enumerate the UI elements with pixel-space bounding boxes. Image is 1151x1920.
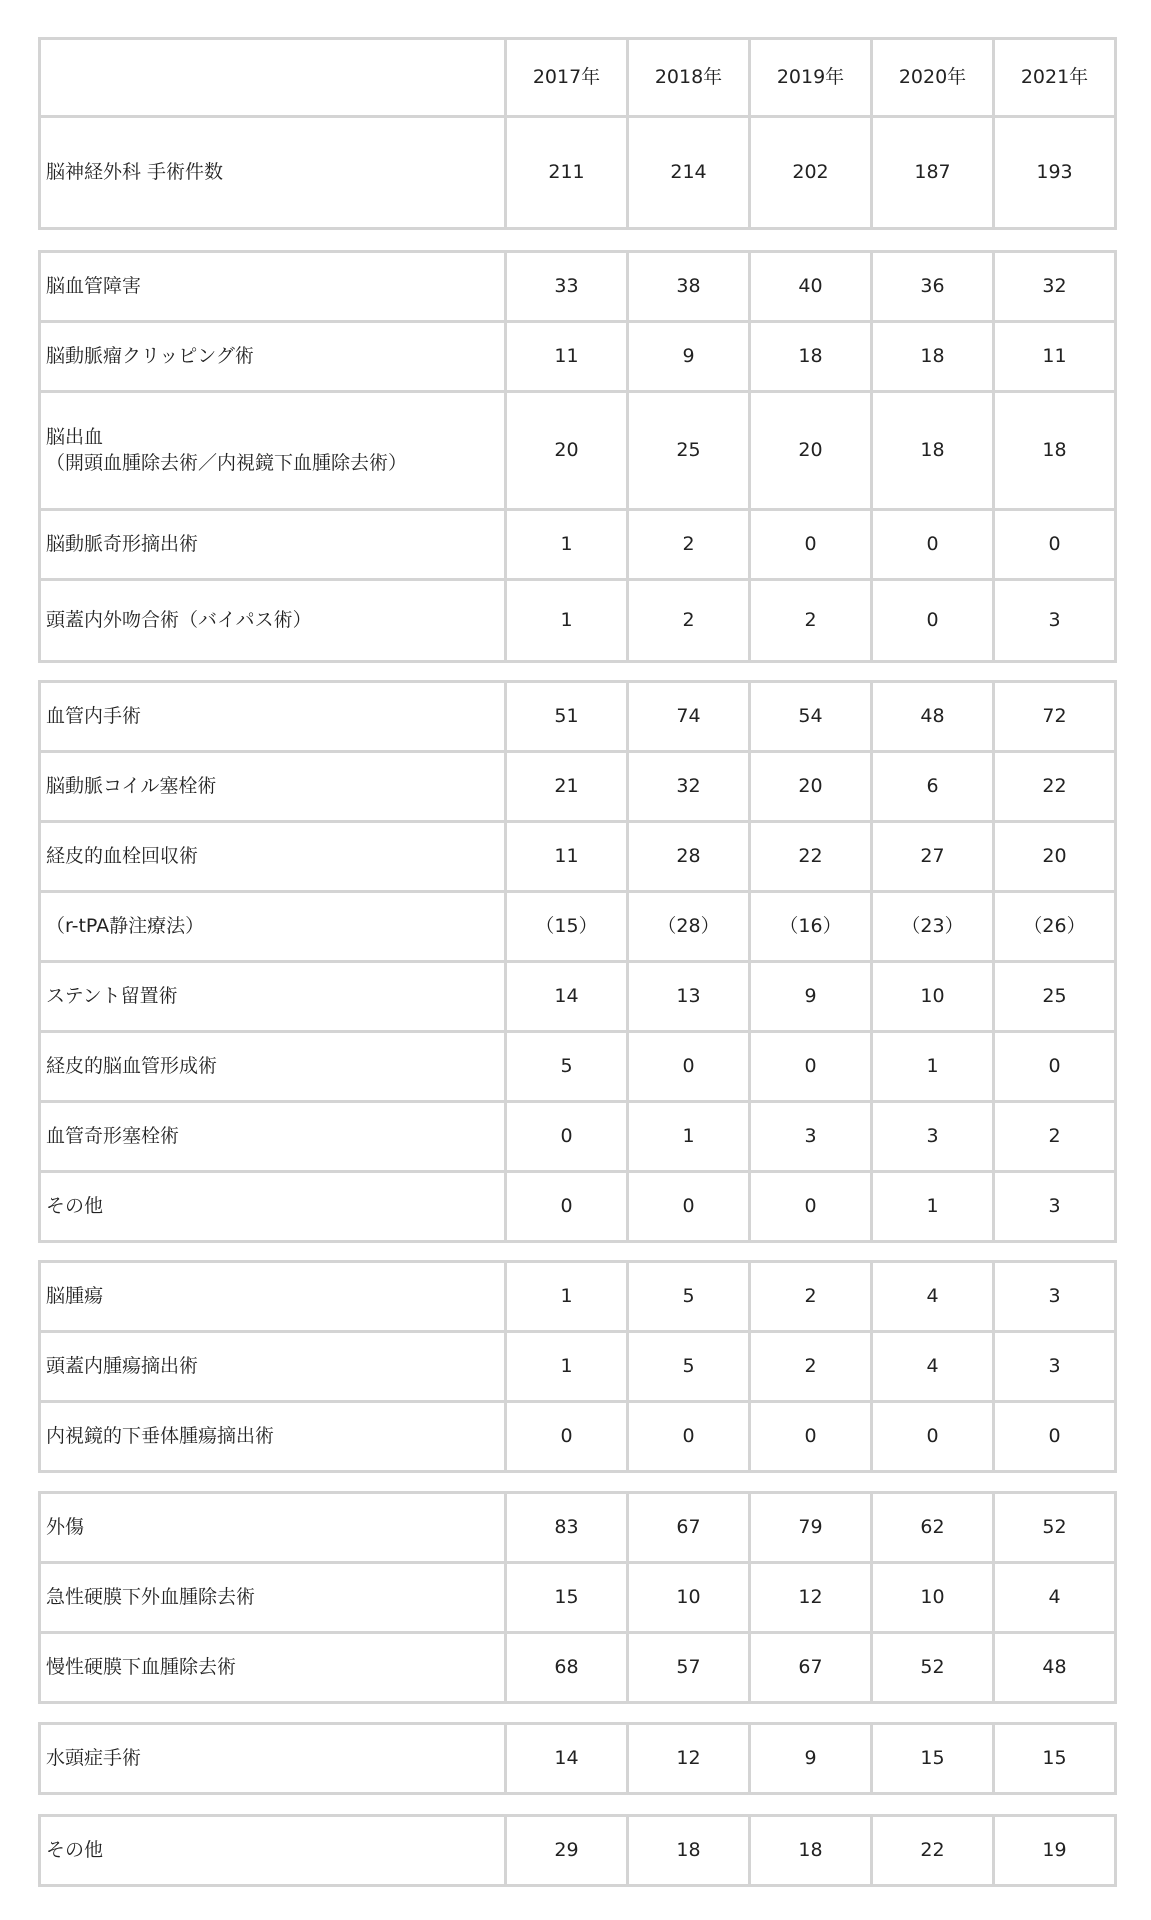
row-value: 1 [506, 510, 628, 580]
row-value: 2 [628, 580, 750, 662]
row-value: （23） [872, 892, 994, 962]
row-label: 内視鏡的下垂体腫瘍摘出術 [40, 1402, 506, 1472]
row-label: 経皮的血栓回収術 [40, 822, 506, 892]
row-value: 15 [872, 1724, 994, 1794]
row-value: 214 [628, 117, 750, 229]
row-value: 3 [994, 1332, 1116, 1402]
row-value: 36 [872, 252, 994, 322]
row-value: 18 [994, 392, 1116, 510]
row-label-multiline [40, 392, 506, 510]
row-value: （15） [506, 892, 628, 962]
table-row [40, 1493, 1116, 1563]
row-value: 9 [750, 962, 872, 1032]
row-value: 67 [628, 1493, 750, 1563]
row-value: 18 [750, 1816, 872, 1886]
row-value: 25 [628, 392, 750, 510]
row-value: 0 [628, 1172, 750, 1242]
summary-table [38, 37, 1117, 230]
row-value: 0 [506, 1172, 628, 1242]
row-value: 25 [994, 962, 1116, 1032]
row-value: 38 [628, 252, 750, 322]
row-value: 9 [628, 322, 750, 392]
table-row [40, 117, 1116, 229]
row-value: 0 [994, 1402, 1116, 1472]
row-label: ステント留置術 [40, 962, 506, 1032]
row-value: 68 [506, 1633, 628, 1703]
row-value: 33 [506, 252, 628, 322]
row-value: 54 [750, 682, 872, 752]
row-label: 頭蓋内腫瘍摘出術 [40, 1332, 506, 1402]
table-row [40, 1402, 1116, 1472]
table-row [40, 962, 1116, 1032]
row-value: 40 [750, 252, 872, 322]
row-value: 67 [750, 1633, 872, 1703]
row-value: 2 [994, 1102, 1116, 1172]
row-value: 72 [994, 682, 1116, 752]
row-value: 14 [506, 962, 628, 1032]
row-value: 32 [994, 252, 1116, 322]
row-value: 5 [628, 1332, 750, 1402]
row-value: 3 [750, 1102, 872, 1172]
table-row [40, 1724, 1116, 1794]
row-value: 13 [628, 962, 750, 1032]
row-value: 0 [506, 1102, 628, 1172]
row-value: 10 [872, 962, 994, 1032]
row-value: 2 [750, 580, 872, 662]
row-value: 22 [872, 1816, 994, 1886]
row-value: 3 [872, 1102, 994, 1172]
row-value: 187 [872, 117, 994, 229]
row-label: 脳腫瘍 [40, 1262, 506, 1332]
table-row [40, 510, 1116, 580]
row-label: その他 [40, 1172, 506, 1242]
row-value: 19 [994, 1816, 1116, 1886]
row-value: 0 [872, 1402, 994, 1472]
brain-tumor-table [38, 1260, 1117, 1473]
row-value: 4 [872, 1262, 994, 1332]
row-label: （r-tPA静注療法） [40, 892, 506, 962]
row-value: 11 [506, 322, 628, 392]
row-value: 1 [872, 1172, 994, 1242]
row-label: 脳神経外科 手術件数 [40, 117, 506, 229]
row-value: 52 [994, 1493, 1116, 1563]
row-value: 0 [628, 1032, 750, 1102]
row-value: 62 [872, 1493, 994, 1563]
row-value: 3 [994, 1262, 1116, 1332]
row-value: 0 [628, 1402, 750, 1472]
table-row [40, 322, 1116, 392]
row-label-line: （開頭血腫除去術／内視鏡下血腫除去術） [46, 451, 408, 474]
row-value: 27 [872, 822, 994, 892]
hydrocephalus-table [38, 1722, 1117, 1795]
row-value: 48 [872, 682, 994, 752]
row-value: 6 [872, 752, 994, 822]
row-value: 22 [750, 822, 872, 892]
row-value: 20 [750, 392, 872, 510]
table-row [40, 1332, 1116, 1402]
row-value: 57 [628, 1633, 750, 1703]
row-value: 1 [628, 1102, 750, 1172]
row-value: 4 [872, 1332, 994, 1402]
row-value: 2 [628, 510, 750, 580]
year-header: 2019年 [750, 39, 872, 117]
row-value: 83 [506, 1493, 628, 1563]
row-value: 5 [628, 1262, 750, 1332]
row-value: 20 [750, 752, 872, 822]
row-value: 74 [628, 682, 750, 752]
row-value: 1 [872, 1032, 994, 1102]
row-value: 15 [994, 1724, 1116, 1794]
table-row [40, 1102, 1116, 1172]
row-value: 0 [750, 1402, 872, 1472]
row-value: 29 [506, 1816, 628, 1886]
row-value: 32 [628, 752, 750, 822]
table-row [40, 892, 1116, 962]
row-value: 20 [994, 822, 1116, 892]
row-value: 2 [750, 1332, 872, 1402]
table-row [40, 1563, 1116, 1633]
row-label: 脳血管障害 [40, 252, 506, 322]
year-header: 2021年 [994, 39, 1116, 117]
header-blank-cell [40, 39, 506, 117]
row-value: 193 [994, 117, 1116, 229]
row-value: 18 [628, 1816, 750, 1886]
table-row [40, 1172, 1116, 1242]
row-value: 18 [750, 322, 872, 392]
trauma-table [38, 1491, 1117, 1704]
row-value: 18 [872, 322, 994, 392]
row-value: 202 [750, 117, 872, 229]
row-value: （16） [750, 892, 872, 962]
row-value: 51 [506, 682, 628, 752]
row-value: 211 [506, 117, 628, 229]
row-label: 血管奇形塞栓術 [40, 1102, 506, 1172]
row-label: 血管内手術 [40, 682, 506, 752]
row-value: 20 [506, 392, 628, 510]
row-value: 3 [994, 1172, 1116, 1242]
endovascular-table [38, 680, 1117, 1243]
table-row [40, 1633, 1116, 1703]
row-label: 経皮的脳血管形成術 [40, 1032, 506, 1102]
row-label: 脳動脈奇形摘出術 [40, 510, 506, 580]
row-value: 79 [750, 1493, 872, 1563]
row-value: 1 [506, 1262, 628, 1332]
table-row [40, 580, 1116, 662]
table-row [40, 1816, 1116, 1886]
row-value: 0 [994, 1032, 1116, 1102]
row-value: 10 [872, 1563, 994, 1633]
row-value: 0 [506, 1402, 628, 1472]
row-value: 2 [750, 1262, 872, 1332]
year-header: 2017年 [506, 39, 628, 117]
row-value: 1 [506, 580, 628, 662]
row-value: 15 [506, 1563, 628, 1633]
row-value: 12 [628, 1724, 750, 1794]
row-label: 脳動脈瘤クリッピング術 [40, 322, 506, 392]
year-header: 2018年 [628, 39, 750, 117]
row-label: 慢性硬膜下血腫除去術 [40, 1633, 506, 1703]
row-value: 10 [628, 1563, 750, 1633]
row-value: 0 [872, 580, 994, 662]
row-value: 0 [750, 510, 872, 580]
row-value: 48 [994, 1633, 1116, 1703]
row-label-line: 脳出血 [46, 425, 104, 448]
other-table [38, 1814, 1117, 1887]
row-label: 外傷 [40, 1493, 506, 1563]
row-value: 1 [506, 1332, 628, 1402]
row-value: 9 [750, 1724, 872, 1794]
row-value: 0 [750, 1032, 872, 1102]
table-row [40, 752, 1116, 822]
row-value: 0 [872, 510, 994, 580]
row-value: 52 [872, 1633, 994, 1703]
table-row [40, 822, 1116, 892]
row-value: 12 [750, 1563, 872, 1633]
table-row [40, 392, 1116, 510]
row-label: 頭蓋内外吻合術（バイパス術） [40, 580, 506, 662]
row-value: 11 [506, 822, 628, 892]
year-header: 2020年 [872, 39, 994, 117]
row-value: 18 [872, 392, 994, 510]
row-label: 急性硬膜下外血腫除去術 [40, 1563, 506, 1633]
row-value: 3 [994, 580, 1116, 662]
row-value: 22 [994, 752, 1116, 822]
cerebrovascular-table [38, 250, 1117, 663]
row-value: （26） [994, 892, 1116, 962]
row-value: 0 [750, 1172, 872, 1242]
row-value: 4 [994, 1563, 1116, 1633]
table-row [40, 252, 1116, 322]
row-label: 水頭症手術 [40, 1724, 506, 1794]
row-value: 14 [506, 1724, 628, 1794]
row-value: 28 [628, 822, 750, 892]
table-row [40, 1032, 1116, 1102]
row-value: 21 [506, 752, 628, 822]
row-value: （28） [628, 892, 750, 962]
year-header-row [40, 39, 1116, 117]
table-row [40, 682, 1116, 752]
row-value: 0 [994, 510, 1116, 580]
row-label: その他 [40, 1816, 506, 1886]
table-row [40, 1262, 1116, 1332]
row-value: 5 [506, 1032, 628, 1102]
row-label: 脳動脈コイル塞栓術 [40, 752, 506, 822]
row-value: 11 [994, 322, 1116, 392]
